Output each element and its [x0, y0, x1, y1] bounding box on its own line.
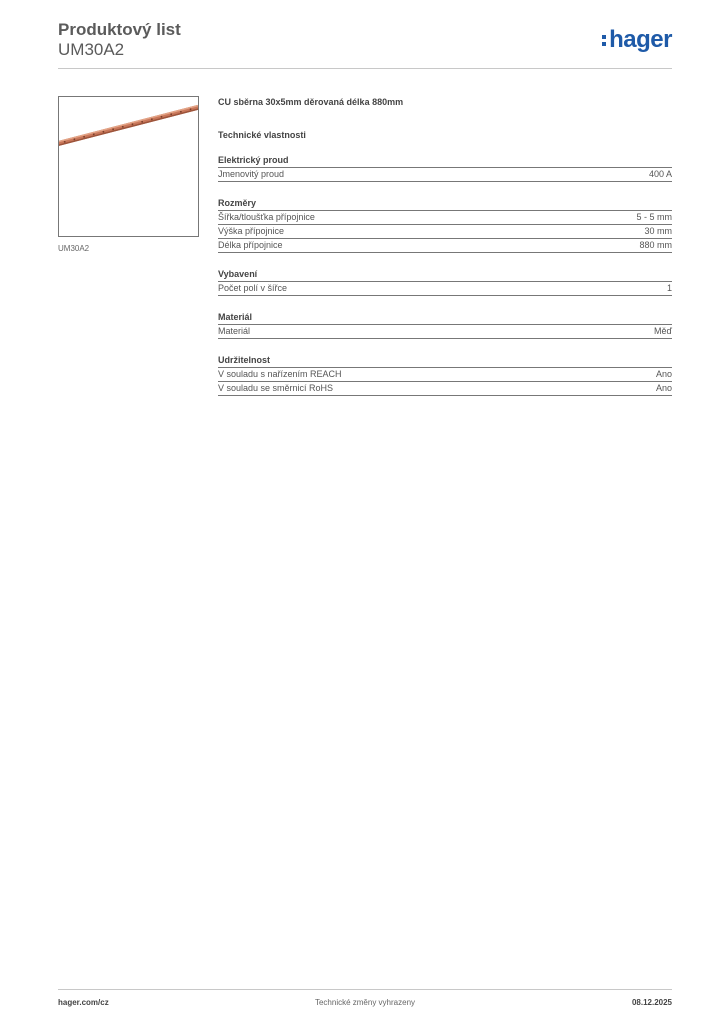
spec-value: 880 mm — [639, 240, 672, 250]
specs-title: Technické vlastnosti — [218, 130, 306, 140]
header-divider — [58, 68, 672, 69]
spec-group-equipment — [218, 268, 672, 296]
spec-row — [218, 282, 672, 296]
product-name: CU sběrna 30x5mm děrovaná délka 880mm — [218, 97, 404, 107]
spec-value: 400 A — [648, 169, 672, 179]
spec-value: 1 — [666, 283, 672, 293]
document-title: Produktový list — [58, 20, 181, 39]
spec-label: Počet polí v šířce — [218, 283, 288, 293]
spec-label: Výška přípojnice — [218, 226, 285, 236]
spec-label: V souladu se směrnicí RoHS — [218, 383, 334, 393]
spec-row — [218, 368, 672, 382]
spec-group-title: Materiál — [218, 311, 672, 325]
spec-row — [218, 382, 672, 396]
footer-divider — [58, 989, 672, 990]
spec-label: V souladu s nařízením REACH — [218, 369, 342, 379]
page-header — [58, 20, 181, 60]
copper-busbar-image — [59, 97, 198, 236]
footer-website-link[interactable]: hager.com/cz — [58, 998, 109, 1007]
spec-value: Ano — [655, 383, 672, 393]
spec-value: 30 mm — [644, 226, 672, 236]
spec-group-title: Udržitelnost — [218, 354, 672, 368]
product-image — [58, 96, 199, 237]
spec-row — [218, 168, 672, 182]
spec-label: Jmenovitý proud — [218, 169, 285, 179]
spec-group-title: Vybavení — [218, 268, 672, 282]
product-details — [218, 96, 672, 396]
spec-row — [218, 325, 672, 339]
footer-date: 08.12.2025 — [631, 998, 672, 1007]
spec-group-sustainability — [218, 354, 672, 396]
footer-note: Technické změny vyhrazeny — [314, 998, 416, 1007]
logo-dots-icon — [602, 35, 606, 46]
hager-logo — [602, 28, 672, 52]
spec-group-title: Elektrický proud — [218, 154, 672, 168]
spec-label: Šířka/tloušťka přípojnice — [218, 212, 315, 222]
spec-value: Měď — [653, 326, 672, 336]
spec-value: Ano — [655, 369, 672, 379]
spec-row — [218, 211, 672, 225]
spec-group-material — [218, 311, 672, 339]
logo-text: hager — [609, 26, 672, 53]
spec-label: Materiál — [218, 326, 251, 336]
spec-row — [218, 225, 672, 239]
spec-label: Délka přípojnice — [218, 240, 283, 250]
spec-group-dimensions — [218, 197, 672, 253]
spec-group-title: Rozměry — [218, 197, 672, 211]
product-code: UM30A2 — [58, 40, 125, 59]
spec-row — [218, 239, 672, 253]
spec-group-electric — [218, 154, 672, 182]
image-caption: UM30A2 — [58, 244, 90, 253]
spec-value: 5 - 5 mm — [636, 212, 672, 222]
